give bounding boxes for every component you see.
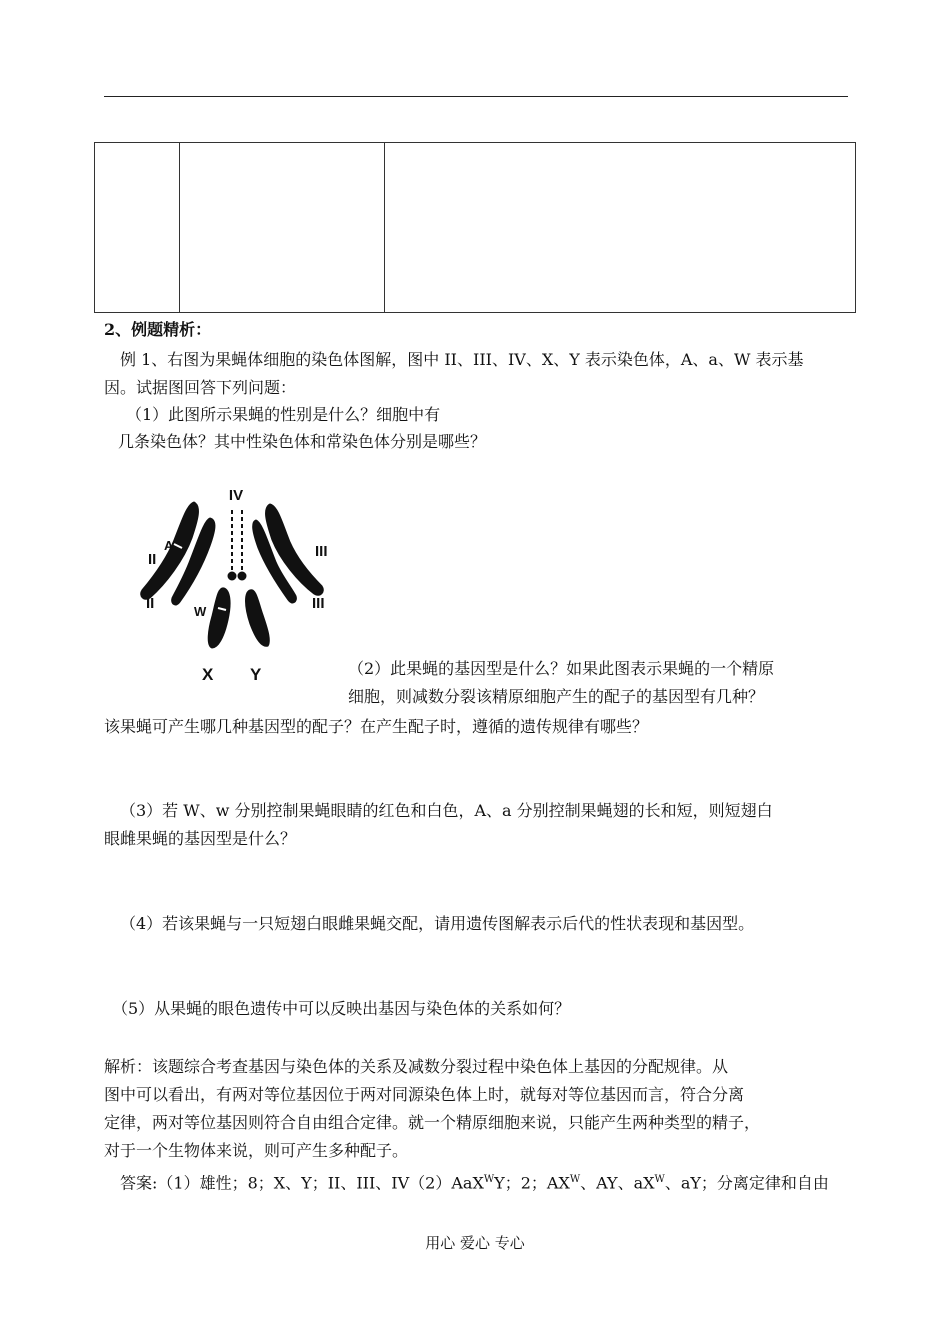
label-y: Y	[250, 665, 262, 684]
answer-sup-1: W	[483, 1174, 495, 1185]
question-2-line-2: 细胞，则减数分裂该精原细胞产生的配子的基因型有几种？	[348, 687, 765, 706]
question-3-line-1: （3）若 W、w 分别控制果蝇眼睛的红色和白色，A、a 分别控制果蝇翅的长和短，则短翅白	[120, 801, 773, 820]
answer-part-b: Y；2；AX	[494, 1173, 570, 1193]
answer-part-d: 、aY；分离定律和自由	[664, 1173, 829, 1193]
analysis-line-2: 图中可以看出，有两对等位基因位于两对同源染色体上时，就每对等位基因而言，符合分离	[104, 1085, 745, 1104]
label-ii-bottom: II	[146, 595, 155, 612]
question-2-line-1: （2）此果蝇的基因型是什么？如果此图表示果蝇的一个精原	[348, 659, 775, 678]
table-cell-2	[180, 143, 385, 312]
question-4-line-1: （4）若该果蝇与一只短翅白眼雌果蝇交配，请用遗传图解表示后代的性状表现和基因型。	[120, 914, 755, 933]
question-1-line-2: 几条染色体？其中性染色体和常染色体分别是哪些？	[118, 432, 487, 451]
label-gene-w: W	[194, 604, 207, 619]
example-line-1: 例 1、右图为果蝇体细胞的染色体图解，图中 II、III、IV、X、Y 表示染色体，A、a、W 表示基	[120, 350, 804, 369]
header-rule	[104, 96, 848, 97]
analysis-line-4: 对于一个生物体来说，则可产生多种配子。	[104, 1141, 409, 1160]
answer-part-c: 、AY、aX	[580, 1173, 655, 1193]
empty-table	[94, 142, 856, 313]
chromosome-iv-right-dot	[238, 572, 246, 580]
chromosome-figure	[132, 480, 337, 690]
chromosome-y	[246, 590, 270, 647]
answer-sup-3: W	[654, 1174, 665, 1185]
table-cell-3	[385, 143, 855, 312]
question-2-line-3: 该果蝇可产生哪几种基因型的配子？在产生配子时，遵循的遗传规律有哪些？	[104, 717, 649, 736]
analysis-line-3: 定律，两对等位基因则符合自由组合定律。就一个精原细胞来说，只能产生两种类型的精子，	[104, 1113, 761, 1132]
table-cell-1	[95, 143, 180, 312]
chromosome-iv-left-dot	[228, 572, 236, 580]
label-x: X	[202, 665, 214, 684]
question-3-line-2: 眼雌果蝇的基因型是什么？	[104, 829, 297, 848]
answer-part-a: 答案:（1）雄性；8；X、Y；II、III、IV（2）AaX	[120, 1173, 484, 1193]
label-iii-top: III	[315, 543, 328, 560]
label-iii-bottom: III	[312, 595, 325, 612]
label-iv: IV	[228, 487, 244, 504]
label-ii-top: II	[148, 551, 157, 568]
chromosome-x	[208, 588, 230, 648]
question-1-line-1: （1）此图所示果蝇的性别是什么？细胞中有	[126, 405, 441, 424]
example-line-2: 因。试据图回答下列问题：	[104, 378, 297, 397]
page-footer: 用心 爱心 专心	[425, 1234, 525, 1252]
section-title: 2、例题精析：	[104, 320, 212, 339]
label-gene-a: A	[164, 538, 174, 553]
chromosome-shapes	[141, 502, 324, 648]
question-5-line-1: （5）从果蝇的眼色遗传中可以反映出基因与染色体的关系如何？	[112, 999, 571, 1018]
answer-sup-2: W	[569, 1174, 581, 1185]
analysis-line-1: 解析：该题综合考查基因与染色体的关系及减数分裂过程中染色体上基因的分配规律。从	[104, 1057, 729, 1076]
answer-line	[120, 1170, 829, 1193]
